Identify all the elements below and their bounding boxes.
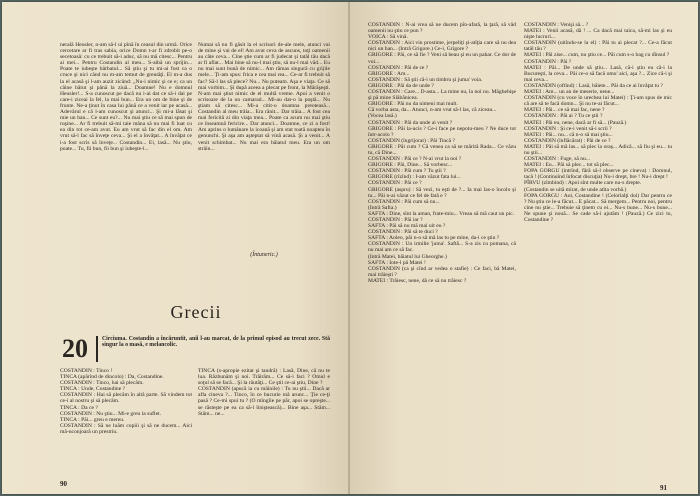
episode-title: Grecii xyxy=(170,302,222,322)
right-text-column-2: COSTANDIN : Venişi să... ? MATEI : Venii acasă, dă ! ... Ca dacă mai taica, să-mi las şi eu nişte lucruri... COSTANDIN (uitîndu-se la el) : Păi tu ai plecat ?... Ce-a făcut tatăl tău ? MATEI : Păi zise... cum, nu ştiu ce... Păi cum s-o bag cu dînsul ? COSTANDIN : Păi ? MATEI : Păi... De unde să ştiu... Lasă, că-i ştiu eu că-i la Bucureşti, la ceva... Păi ce-o să facă omu' aici, aşa ?... Zice că-i şi mai ceva... COSTANDIN (oftînd) : Lasă, băiete... Păi da ce ai învăţat tu ? MATEI : Am... un an de meserie, nene... COSTANDIN (cu voce în urechea lui Matei) : Ţi-am spus de mic că are să te facă domn... Şi nu te-ai făcut... MATEI : Păi... ce să mai fac, nene ? COSTANDIN : Păi ai ? Tu ce ştii ? MATEI : Păi eu, nene, dacă ar fi să... (Pauză.) COSTANDIN : Şi ce-i venit să-i scrii ? MATEI : Păi... nu... că n-o să mai ştiu... COSTANDIN (înflăcărat) : Păi de ce ? MATEI : Păi să mă las... să plec la oraş... Adică... să fiu şi eu... tu nu ştii... COSTANDIN : Fuge, să nu... MATEI : Eu... Păi să plec... tot să plec... FOPA GORGU (intrînd, fără să-l observe pe cineva) : Domnul, tacă ! (Continuînd înfocat discuţia) Nu-i drept, bre ! Nu-i drept ! PÎRVU (zîmbind) : Apoi sînt multe care nu-s drepte. (Costandin se uită mirat, de unde atîta vorbă.) FOPA GORGU : Aoi, Costandine ! (Celorlalţi doi) Dar pentru ce ? Nu ştiu ce le-a făcut... E păcat... Să mergem... Pentru noi, pentru cine nu ştie... Trebuie să ţinem cu ei... Nu-s bune... Nu-s bune... Ne spune şi nouă... Se cade să-i ajutăm ! (Pauză.) Ce zici tu, Costandine ? xyxy=(524,22,672,223)
scene-description: Circiuma. Costandin a încăruntit, anii l-au marcat, de la primul episod au trecut zece. Stă singur la o masă, e melancolic. xyxy=(102,336,330,349)
page-number-right: 91 xyxy=(660,484,667,492)
left-page xyxy=(2,2,350,494)
left-text-column-1: nerală Heusler, n-am să-l ui pînă în ceasul din urmă. Orice cercetare ar fi tras sabia, orice Domn t-ar fi zdrobit pe-o secetoasă: cu ce trebuit să-i aduc, să nu mă citesc... Pentru ai mei... Pentru Costandin al meu... S-aibă un sprijin... Poate te iubeşte bărbatul... Să ştiu şi tu mi-ai fost ca o cruce şi nici când nu m-am temut de greutăţi. El m-a dus la el acasă şi l-am auzit zicând: „Nu-i nimic şi ce e; ca un câine bătut şi până la ziuă... Doamne! Nu e domnul Heusler!... S-a cunoscut pe dacă nu i-ai dat ce să-i dai pe care-i ziceai la fel, la mai bun... Era un om de bine şi de frunte. Ne-a ţinut în casa lui până ce a venit iar pe acasă... Adevărul e că l-am cunoscut şi atunci... Şi mi-a lăsat şi mie un ban... Ce sunt eu?... Nu mai ştiu ce să mai spun de ruşine... Ar fi trebuit să-mi taie mâna să nu mai fi luat cu ea din tot ce-am avut. Eu am vrut să fac din el om. Am vrut să-l fac să înveţe ceva... Şi el a învăţat... A învăţat ce i-a fost scris să înveţe... Costandin... Ei, lasă... Nu ştiu, poate... Tu, fii bun, fii bun şi iubeşte-l... xyxy=(60,42,192,152)
right-text-column-1: COSTANDIN : N-ai vrea să ne ducem pîn-afară, la ţară, să văd oamenii nu ştiu ce pun ? VOICA : Să vină. COSTANDIN : Aici vin prostime, jerpeliţi şi-atîţia care să nu dea nici un ban... (Intră Grigore.) Ce-i, Grigore ? GRIGORE : Păi, ce să fie ? Veni să beau şi eu un pahar. Ce dor de voi... COSTANDIN : Păi de ce ? GRIGORE : Am... COSTANDIN : Să ştii că-i un timbru şi juma' voia. GRIGORE : Păi da de unde ? COSTANDIN : Care... D-asta... La mine nu, la noi nu. Măghebişe şi pă mine Slăbănicea. GRIGORE : Păi nu da nimeni mai mult. Că vorba asta, da... Atunci, n-am vrut să-l las, că ziceau... (Vocea lasă.) COSTANDIN : Păi da unde ai venit ? GRIGORE : Păi la-ucis ? Ce-i face pe nepotu-meu ? Ne duce tot într-acolo ? COSTANDIN (îngrijorat) : Păi Tincă ? GRIGORE : Păi cum ? Că venea ca să se mărită Rada... Ce văzu tu, că Dine... COSTANDIN : Păi ce ? N-ai vrut la noi ? GRIGORE : Păi, Dine... Să vorbesc... COSTANDIN : Păi cum ? Tu ştii ? GRIGORE (rîzînd) : I-am văzut fata lui... COSTANDIN : Păi ce ? GRIGORE (aspru) : Să vezi, tu eşti de ?... Ia mai las-o încolo şi tu... Păi n-ai văzut ce fel de fată e ? COSTANDIN : Păi cum să nu... (Intră Safta.) SAFTA : Dine, sînt la aman, frate-miu... Vreau să mă caut un pic. COSTANDIN : Păi iar ? SAFTA : Păi să nu mă mai uit eu ? COSTANDIN : Păi să te duci ? SAFTA : Aoleo, păi n-o să mă las tu pe mine, da-i ce ştiu ? COSTANDIN : Un irmilie 'juma'. Saftă... S-a zis cu pomana, că nu mai am ce să fac. (Intră Matei, băiatul lui Gheorghe.) SAFTA : Iote-l pă Matei ! COSTANDIN (ca şi cînd ar vedea o stafie) : Ce faci, bă Matei, mai trăieşti ? MATEI : Trăiesc, nene, dă ce să nu trăiesc ? xyxy=(368,22,516,284)
left-text-column-2: Numai să nu fi găsit la el scrisori de-ale mele, atunci vai de mine şi vai de el! Am avut ceva de ascuns, toţi oamenii au câte ceva... Cine ştie cum ar fi judecat şi tatăl tău dacă ar fi aflat... Mai bine să nu-l mai ştiu, să nu-l mai văd... Eu nu mai sunt bună de nimic... Am rămas singură cu grijile mele... Ţi-am spus: frica e cea mai rea... Ce-ar fi trebuit să fac? Să-l las să plece? Nu... Nu puteam. Aşa e viaţa. Ce să mai vorbim... Şi după aceea a plecat pe front, la Mărăşeşti. N-am mai ştiut nimic de el multă vreme. Apoi a venit o scrisoare de la un camarad... Mi-au dat-o la poştă... Nu ştiam să citesc... Mi-a citit-o doamna preoteasă... Costandin al meu trăia... Era rănit... Dar trăia... A fost cea mai fericită zi din viaţa mea... Poate ca acum nu mai ştiu ce înseamnă fericire... Dar atunci... Doamne, ce zi a fost! Am aprins o lumânare la icoană şi am stat toată noaptea în genunchi. Şi aşa am aşteptat să vină acasă. Şi a venit... A venit schimbat... Nu mai era băiatul meu. Era un om străin... xyxy=(198,42,330,152)
book-spread xyxy=(2,2,698,494)
page-number-left: 90 xyxy=(60,480,67,488)
left-dialogue-column-1: COSTANDIN : Tinco ! TINCA (apărînd de dincolo) : Da, Costandine. COSTANDIN : Tinco, hai să plecăm. TINCA : Unde, Costandine ? COSTANDIN : Hai să plecăm în altă parte. Să vindem tot ce-i al nostru şi să plecăm. TINCA : Da ce ? COSTANDIN : Nu ştiu... Mi-e greu la suflet. TINCA : Păi... greu e mereu. COSTANDIN : Să ne luăm copiii şi să ne ducem... Aici mă-nconjoară un prestriu. xyxy=(60,368,192,435)
right-page xyxy=(350,2,698,494)
scene-divider xyxy=(96,336,98,362)
scene-number: 20 xyxy=(62,334,88,363)
stage-direction-darkness: (Întuneric.) xyxy=(250,252,278,258)
left-dialogue-column-2: TINCA (s-apropie ezitat şi tandră) : Lasă, Dine, că nu te lua. Răzbunăm şi noi. Trăirăm... Ce să-i faci ? Omul e soţul să se facă... Şi la răutăţi... Ce ştii ce-ai ştiu, Dine ? COSTANDIN (apucă ia cu mâinile) : Tu nu ştii... Dacă ar afla cineva ?... Tinco, în ce bucurie mă arunc... Ţie ce-ţi pasă ? Ce-mi spui tu ? (O mîngîie pe păr, apoi se opreşte... se răsteşte pe ea ca să-l liniştească)... Bine aşa... Stăm... Stăm... ne... xyxy=(198,368,330,417)
